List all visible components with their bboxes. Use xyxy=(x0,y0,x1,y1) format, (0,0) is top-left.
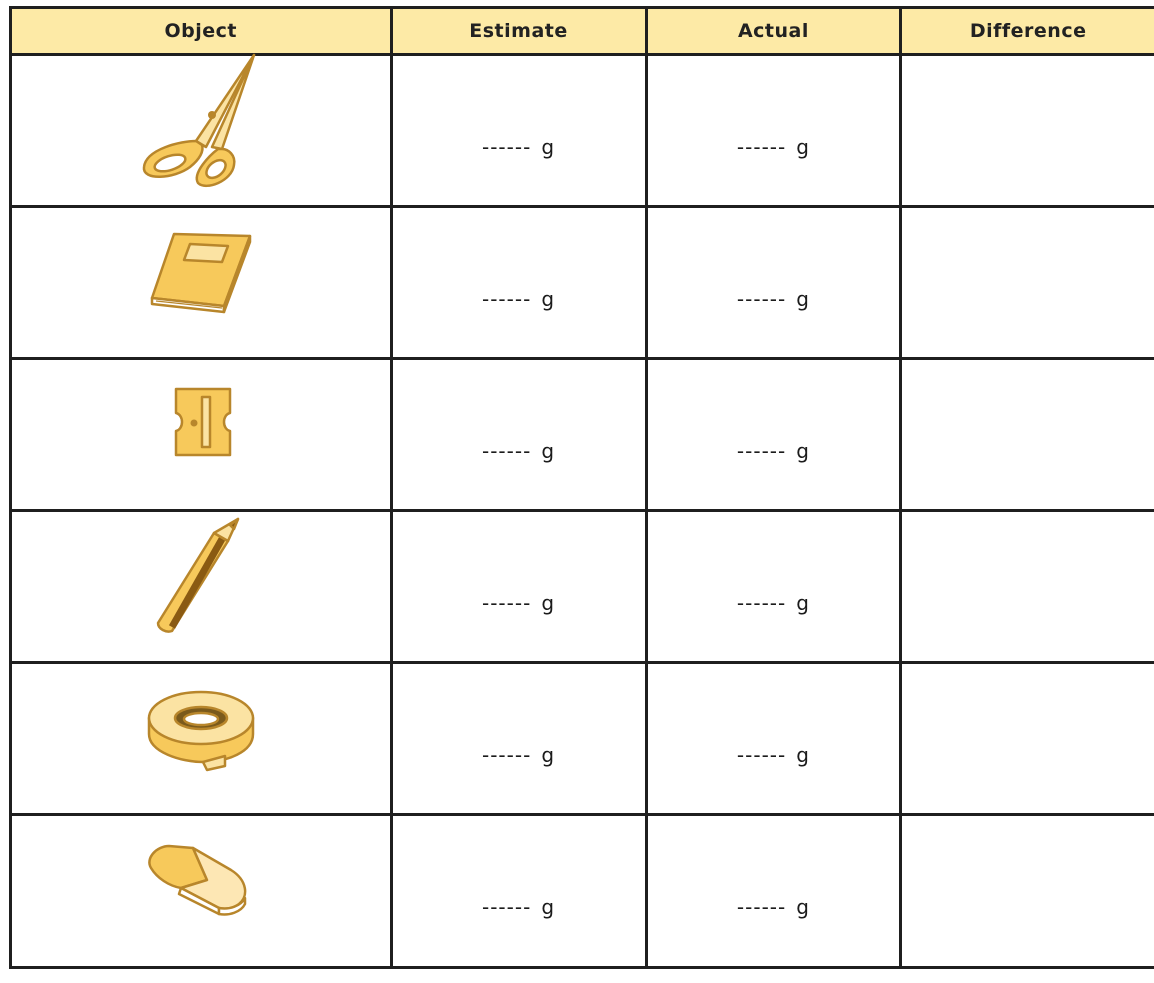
estimate-cell[interactable] xyxy=(391,663,646,815)
actual-blank: ------ g xyxy=(736,742,810,767)
header-object: Object xyxy=(11,8,392,55)
estimate-weight-table xyxy=(9,6,1154,969)
actual-blank: ------ g xyxy=(736,590,810,615)
estimate-blank: ------ g xyxy=(482,286,556,311)
difference-cell[interactable] xyxy=(901,663,1154,815)
estimate-blank: ------ g xyxy=(482,742,556,767)
actual-cell[interactable] xyxy=(646,55,901,207)
actual-blank: ------ g xyxy=(736,134,810,159)
scissors-icon xyxy=(126,49,276,189)
table-row xyxy=(11,55,1154,207)
pencil-icon xyxy=(146,515,256,635)
actual-cell[interactable] xyxy=(646,359,901,511)
actual-cell[interactable] xyxy=(646,663,901,815)
object-cell xyxy=(11,511,392,663)
difference-cell[interactable] xyxy=(901,55,1154,207)
object-cell xyxy=(11,55,392,207)
actual-blank: ------ g xyxy=(736,438,810,463)
difference-cell[interactable] xyxy=(901,359,1154,511)
table-row xyxy=(11,663,1154,815)
difference-cell[interactable] xyxy=(901,207,1154,359)
table-row xyxy=(11,207,1154,359)
table-row xyxy=(11,359,1154,511)
header-estimate: Estimate xyxy=(391,8,646,55)
sharpener-icon xyxy=(156,383,246,463)
header-row xyxy=(11,8,1154,55)
estimate-cell[interactable] xyxy=(391,55,646,207)
table-row xyxy=(11,511,1154,663)
object-cell xyxy=(11,207,392,359)
actual-cell[interactable] xyxy=(646,815,901,968)
actual-blank: ------ g xyxy=(736,895,810,919)
estimate-blank: ------ g xyxy=(482,590,556,615)
eraser-icon xyxy=(141,834,261,924)
estimate-blank: ------ g xyxy=(482,895,556,919)
estimate-blank: ------ g xyxy=(482,134,556,159)
header-actual: Actual xyxy=(646,8,901,55)
object-cell xyxy=(11,359,392,511)
header-difference: Difference xyxy=(901,8,1154,55)
actual-cell[interactable] xyxy=(646,511,901,663)
estimate-cell[interactable] xyxy=(391,207,646,359)
table-row xyxy=(11,815,1154,968)
actual-cell[interactable] xyxy=(646,207,901,359)
estimate-cell[interactable] xyxy=(391,815,646,968)
book-icon xyxy=(146,226,256,316)
actual-blank: ------ g xyxy=(736,286,810,311)
difference-cell[interactable] xyxy=(901,511,1154,663)
object-cell xyxy=(11,815,392,968)
estimate-cell[interactable] xyxy=(391,359,646,511)
tape-roll-icon xyxy=(141,682,261,772)
difference-cell[interactable] xyxy=(901,815,1154,968)
estimate-blank: ------ g xyxy=(482,438,556,463)
estimate-cell[interactable] xyxy=(391,511,646,663)
object-cell xyxy=(11,663,392,815)
